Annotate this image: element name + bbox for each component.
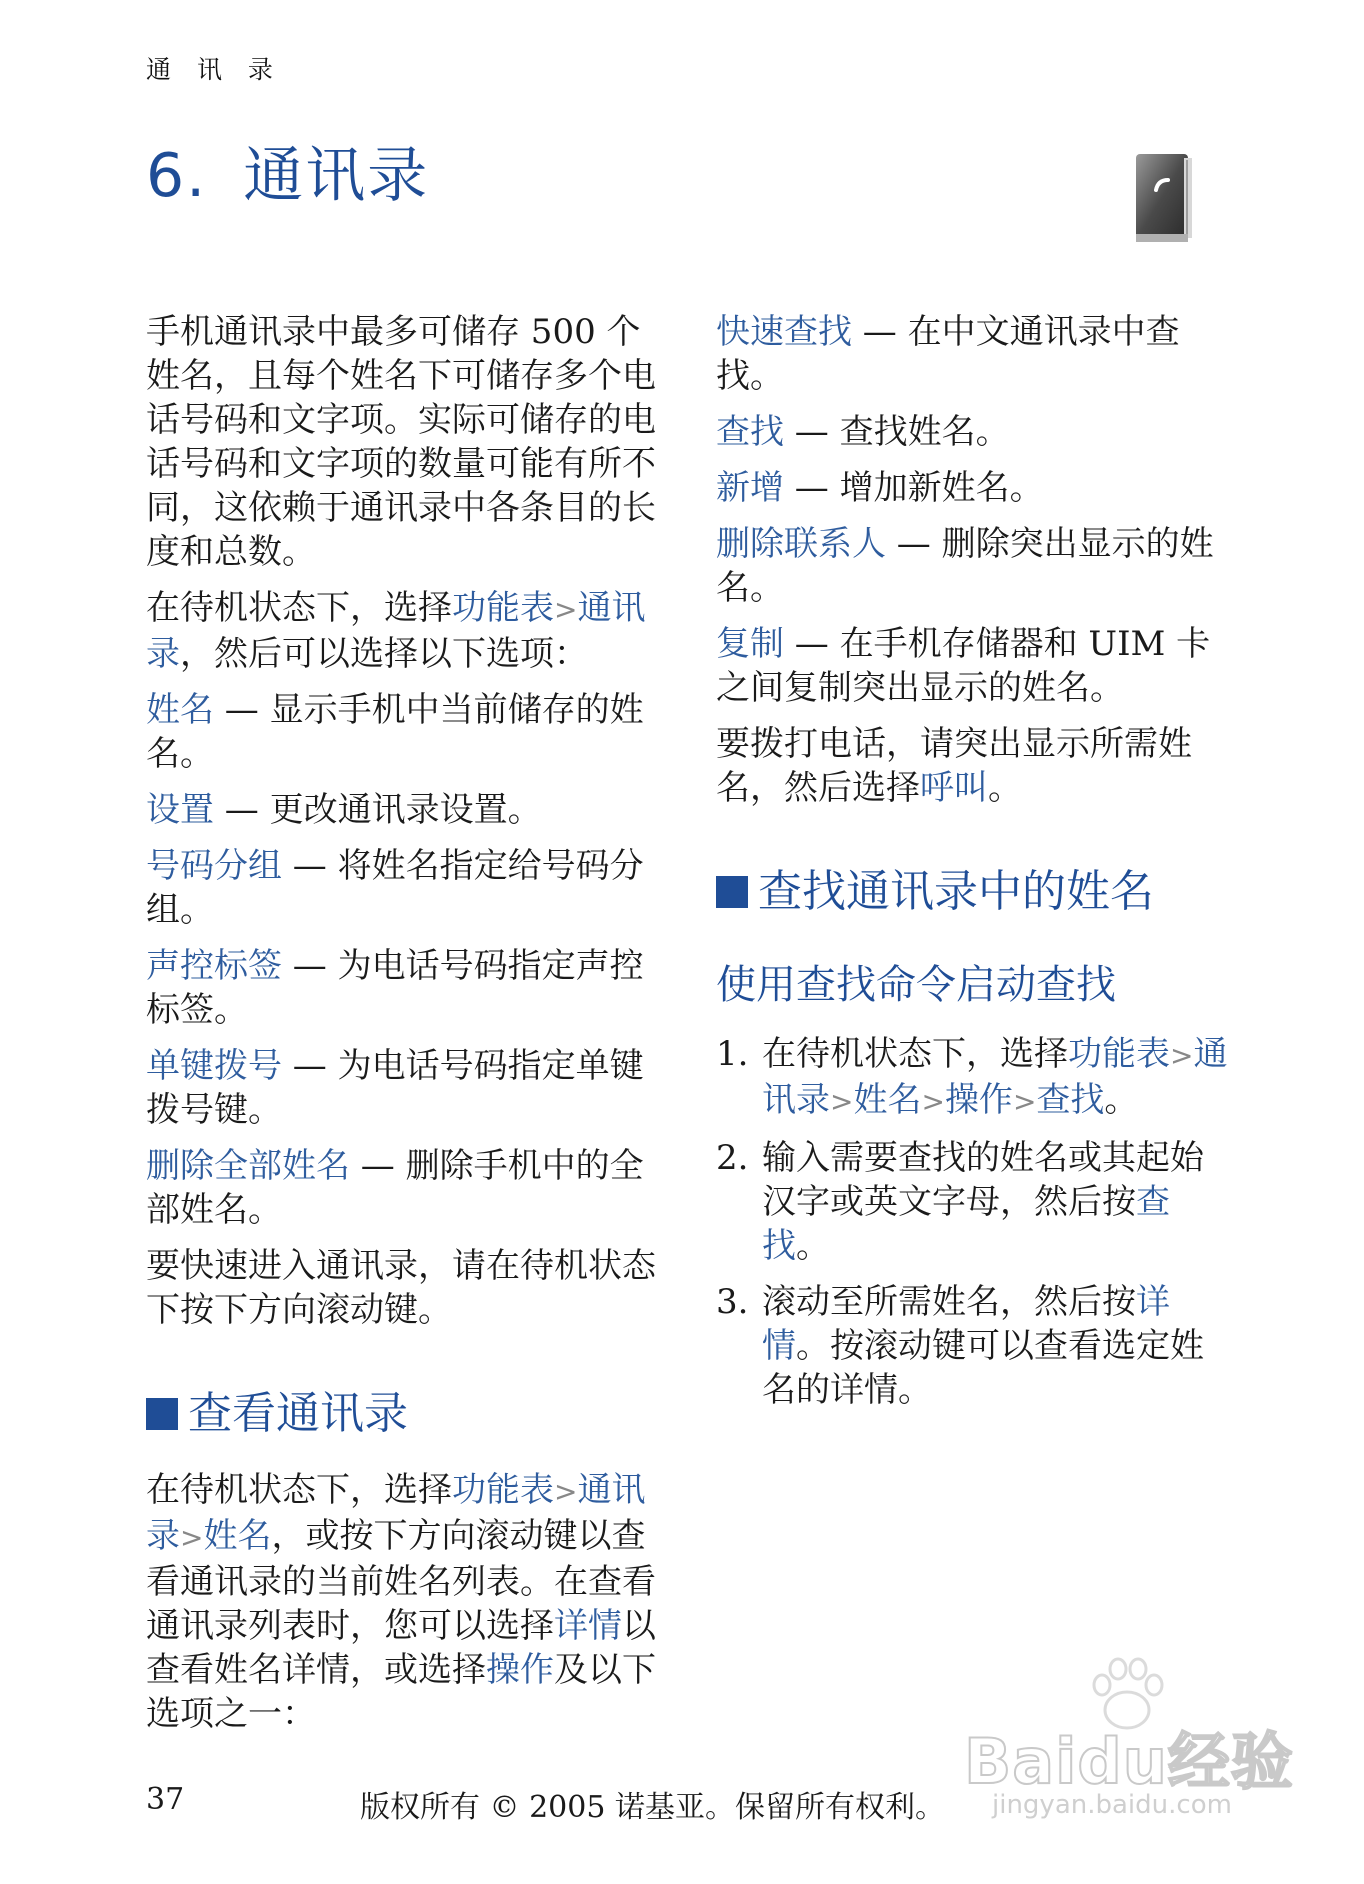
watermark-url: jingyan.baidu.com: [992, 1790, 1232, 1820]
text: 在待机状态下，选择: [146, 1470, 452, 1510]
link-menu[interactable]: 功能表: [1068, 1034, 1170, 1074]
option-name-link[interactable]: 姓名: [146, 690, 214, 730]
option-desc: — 将姓名指定给号码分组。: [146, 846, 644, 930]
text: ，然后可以选择以下选项：: [180, 634, 588, 674]
chapter-number: 6.: [146, 141, 208, 211]
option-item: [146, 788, 666, 832]
text: 输入需要查找的姓名或其起始汉字或英文字母，然后按: [762, 1138, 1204, 1222]
separator: >: [554, 593, 578, 626]
section-heading-view: [146, 1386, 666, 1442]
quick-access-paragraph: 要快速进入通讯录，请在待机状态下按下方向滚动键。: [146, 1246, 656, 1330]
option-name-link[interactable]: 设置: [146, 790, 214, 830]
step-item: [716, 1280, 1236, 1412]
option-item: [716, 622, 1236, 710]
step-number: 1.: [716, 1034, 749, 1074]
option-desc: — 增加新姓名。: [784, 468, 1044, 508]
text: 要拨打电话，请突出显示所需姓名，然后选择: [716, 724, 1192, 808]
call-paragraph: [716, 722, 1236, 810]
separator: >: [180, 1521, 204, 1554]
link-details[interactable]: 详情: [762, 1282, 1170, 1366]
page-number: 37: [146, 1782, 185, 1817]
option-desc: — 删除突出显示的姓名。: [716, 524, 1214, 608]
link-details[interactable]: 详情: [554, 1606, 622, 1646]
option-item: [146, 844, 666, 932]
text: 及以下选项之一：: [146, 1650, 656, 1734]
section-heading-find: [716, 864, 1236, 920]
square-bullet-icon: [716, 876, 748, 908]
text: 在待机状态下，选择: [762, 1034, 1068, 1074]
option-name-link[interactable]: 单键拨号: [146, 1046, 282, 1086]
option-item: [716, 522, 1236, 610]
text: ，或按下方向滚动键以查看通讯录的当前姓名列表。在查看通讯录列表时，您可以选择: [146, 1516, 656, 1646]
section-heading-text: 查找通讯录中的姓名: [758, 866, 1154, 917]
option-desc: — 在手机存储器和 UIM 卡之间复制突出显示的姓名。: [716, 624, 1211, 708]
option-item: [146, 1044, 666, 1132]
link-contacts[interactable]: 通讯录: [146, 1470, 646, 1556]
separator: >: [1012, 1085, 1037, 1118]
intro-paragraph: 手机通讯录中最多可储存 500 个姓名，且每个姓名下可储存多个电话号码和文字项。实际可储存的电话号码和文字项的数量可能有所不同，这依赖于通讯录中各条目的长度和总数。: [146, 312, 656, 572]
option-item: [146, 944, 666, 1032]
subsection-heading: 使用查找命令启动查找: [716, 962, 1116, 1008]
link-menu[interactable]: 功能表: [452, 588, 554, 628]
step-item: [716, 1136, 1236, 1268]
chapter-title-text: 通讯录: [243, 141, 430, 211]
view-paragraph: [146, 1468, 666, 1736]
text: 在待机状态下，选择: [146, 588, 452, 628]
copyright: 版权所有 © 2005 诺基亚。保留所有权利。: [360, 1790, 945, 1825]
option-desc: — 显示手机中当前储存的姓名。: [146, 690, 644, 774]
menu-path-paragraph: [146, 586, 666, 676]
option-name-link[interactable]: 查找: [716, 412, 784, 452]
option-name-link[interactable]: 删除全部姓名: [146, 1146, 350, 1186]
step-number: 2.: [716, 1138, 749, 1178]
option-name-link[interactable]: 新增: [716, 468, 784, 508]
option-item: [146, 1144, 666, 1232]
option-item: [146, 688, 666, 776]
link-menu[interactable]: 功能表: [452, 1470, 554, 1510]
separator: >: [554, 1475, 578, 1508]
step-number: 3.: [716, 1282, 749, 1322]
text: 。: [1104, 1080, 1139, 1120]
link-find[interactable]: 查找: [1036, 1080, 1105, 1120]
option-item: [716, 410, 1236, 454]
option-desc: — 为电话号码指定单键拨号键。: [146, 1046, 644, 1130]
separator: >: [921, 1085, 945, 1118]
step-item: [716, 1032, 1236, 1124]
right-column: [716, 310, 1236, 1424]
left-column: [146, 310, 666, 1748]
link-options[interactable]: 操作: [486, 1650, 554, 1690]
link-contacts[interactable]: 通讯录: [146, 588, 646, 674]
link-call[interactable]: 呼叫: [920, 768, 988, 808]
link-names[interactable]: 姓名: [853, 1080, 922, 1120]
option-item: [716, 310, 1236, 398]
link-options[interactable]: 操作: [944, 1080, 1013, 1120]
option-desc: — 查找姓名。: [784, 412, 1010, 452]
option-name-link[interactable]: 号码分组: [146, 846, 282, 886]
separator: >: [830, 1085, 854, 1118]
phonebook-icon: [1134, 150, 1196, 245]
option-desc: — 在中文通讯录中查找。: [716, 312, 1180, 396]
option-name-link[interactable]: 删除联系人: [716, 524, 886, 564]
link-names[interactable]: 姓名: [203, 1516, 272, 1556]
option-desc: — 更改通讯录设置。: [214, 790, 542, 830]
option-desc: — 为电话号码指定声控标签。: [146, 946, 644, 1030]
running-head: 通 讯 录: [146, 55, 282, 84]
text: 以查看姓名详情，或选择: [146, 1606, 656, 1690]
square-bullet-icon: [146, 1398, 178, 1430]
separator: >: [1170, 1039, 1194, 1072]
option-desc: — 删除手机中的全部姓名。: [146, 1146, 644, 1230]
option-item: [716, 466, 1236, 510]
text: 。: [988, 768, 1022, 808]
watermark-logo: Baidu经验: [964, 1725, 1294, 1798]
text: 。: [796, 1226, 830, 1266]
link-contacts[interactable]: 通讯录: [762, 1034, 1228, 1120]
link-find[interactable]: 查找: [762, 1182, 1170, 1266]
chapter-title: [146, 128, 429, 214]
text: 滚动至所需姓名，然后按: [762, 1282, 1136, 1322]
section-heading-text: 查看通讯录: [188, 1388, 408, 1439]
text: 。按滚动键可以查看选定姓名的详情。: [762, 1326, 1204, 1410]
option-name-link[interactable]: 复制: [716, 624, 784, 664]
steps-list: [716, 1032, 1236, 1412]
option-name-link[interactable]: 快速查找: [716, 312, 852, 352]
option-name-link[interactable]: 声控标签: [146, 946, 282, 986]
